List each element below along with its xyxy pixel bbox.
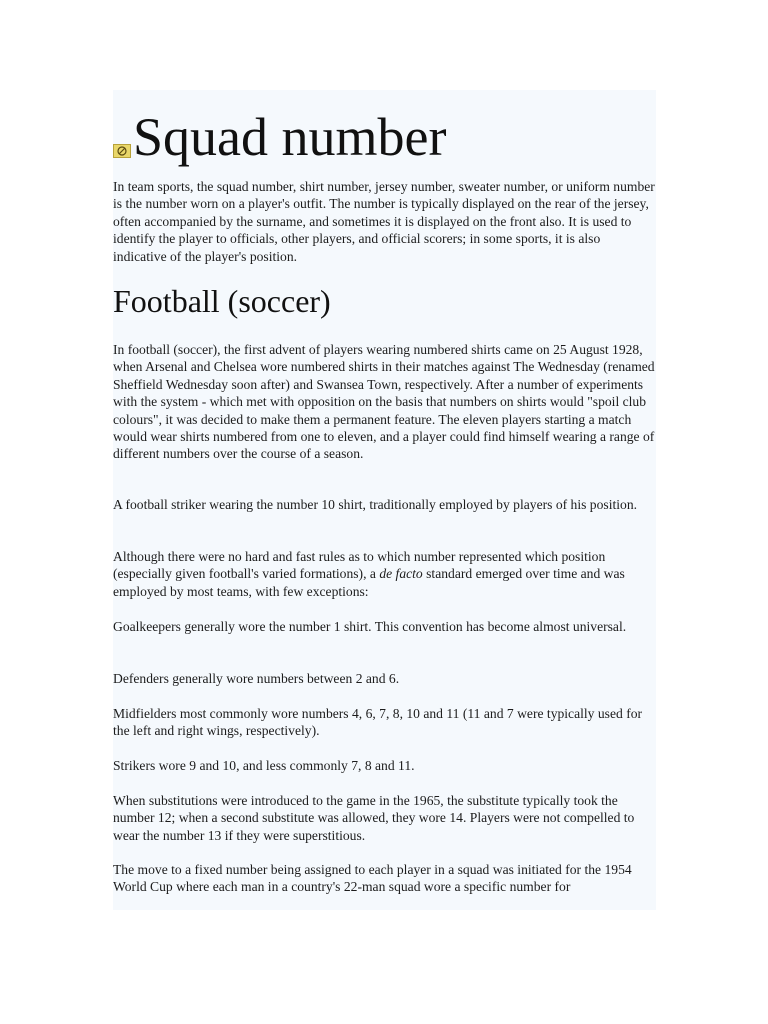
title-row <box>113 98 447 167</box>
standard-text-end: standard emerged over time and was employed by most teams, with few exceptions: <box>113 566 625 599</box>
paragraph-midfielders: Midfielders most commonly wore numbers 4, 6, 7, 8, 10 and 11 (11 and 7 were typically used for the left and right wings, respectively). <box>113 706 643 739</box>
standard-text-italic: de facto <box>379 566 423 582</box>
paragraph-standard <box>113 548 656 600</box>
intro-paragraph: In team sports, the squad number, shirt number, jersey number, sweater number, or uniform number is the number worn on a player's outfit. The number is typically displayed on the rear of the jersey, often accompanied by the surname, and sometimes it is displayed on the front also. It is used to identify the player to officials, other players, and official scorers; in some sports, it is also indicative of the player's position. <box>113 179 655 264</box>
paragraph-substitutes: When substitutions were introduced to the game in the 1965, the substitute typically took the number 12; when a second substitute was allowed, they wore 14. Players were not compelled to wear the number 13 if they were superstitious. <box>113 793 635 843</box>
paragraph-history: In football (soccer), the first advent of players wearing numbered shirts came on 25 August 1928, when Arsenal and Chelsea wore numbered shirts in their matches against The Wednesday (renamed Sheffield Wednesday soon after) and Swansea Town, respectively. After a number of experiments with the system - which met with opposition on the basis that numbers on shirts would "spoil club colours", it was decided to make them a permanent feature. The eleven players starting a match would wear shirts numbered from one to eleven, and a player could find himself wearing a range of different numbers over the course of a season. <box>113 342 655 462</box>
paragraph-striker-caption: A football striker wearing the number 10 shirt, traditionally employed by players of his position. <box>113 497 638 512</box>
section-heading-football: Football (soccer) <box>113 283 331 319</box>
paragraph-defenders: Defenders generally wore numbers between 2 and 6. <box>113 671 400 686</box>
standard-text-start: Although there were no hard and fast rules as to which number represented which position (especially given football's varied formations), a <box>113 549 606 582</box>
paragraph-goalkeepers: Goalkeepers generally wore the number 1 shirt. This convention has become almost universal. <box>113 619 627 634</box>
paragraph-world-cup: The move to a fixed number being assigned to each player in a squad was initiated for the 1954 World Cup where each man in a country's 22-man squad wore a specific number for <box>113 862 632 895</box>
document-body <box>113 90 656 910</box>
broken-image-icon <box>113 144 131 158</box>
page-title: Squad number <box>133 107 447 167</box>
paragraph-strikers: Strikers wore 9 and 10, and less commonly 7, 8 and 11. <box>113 758 415 773</box>
